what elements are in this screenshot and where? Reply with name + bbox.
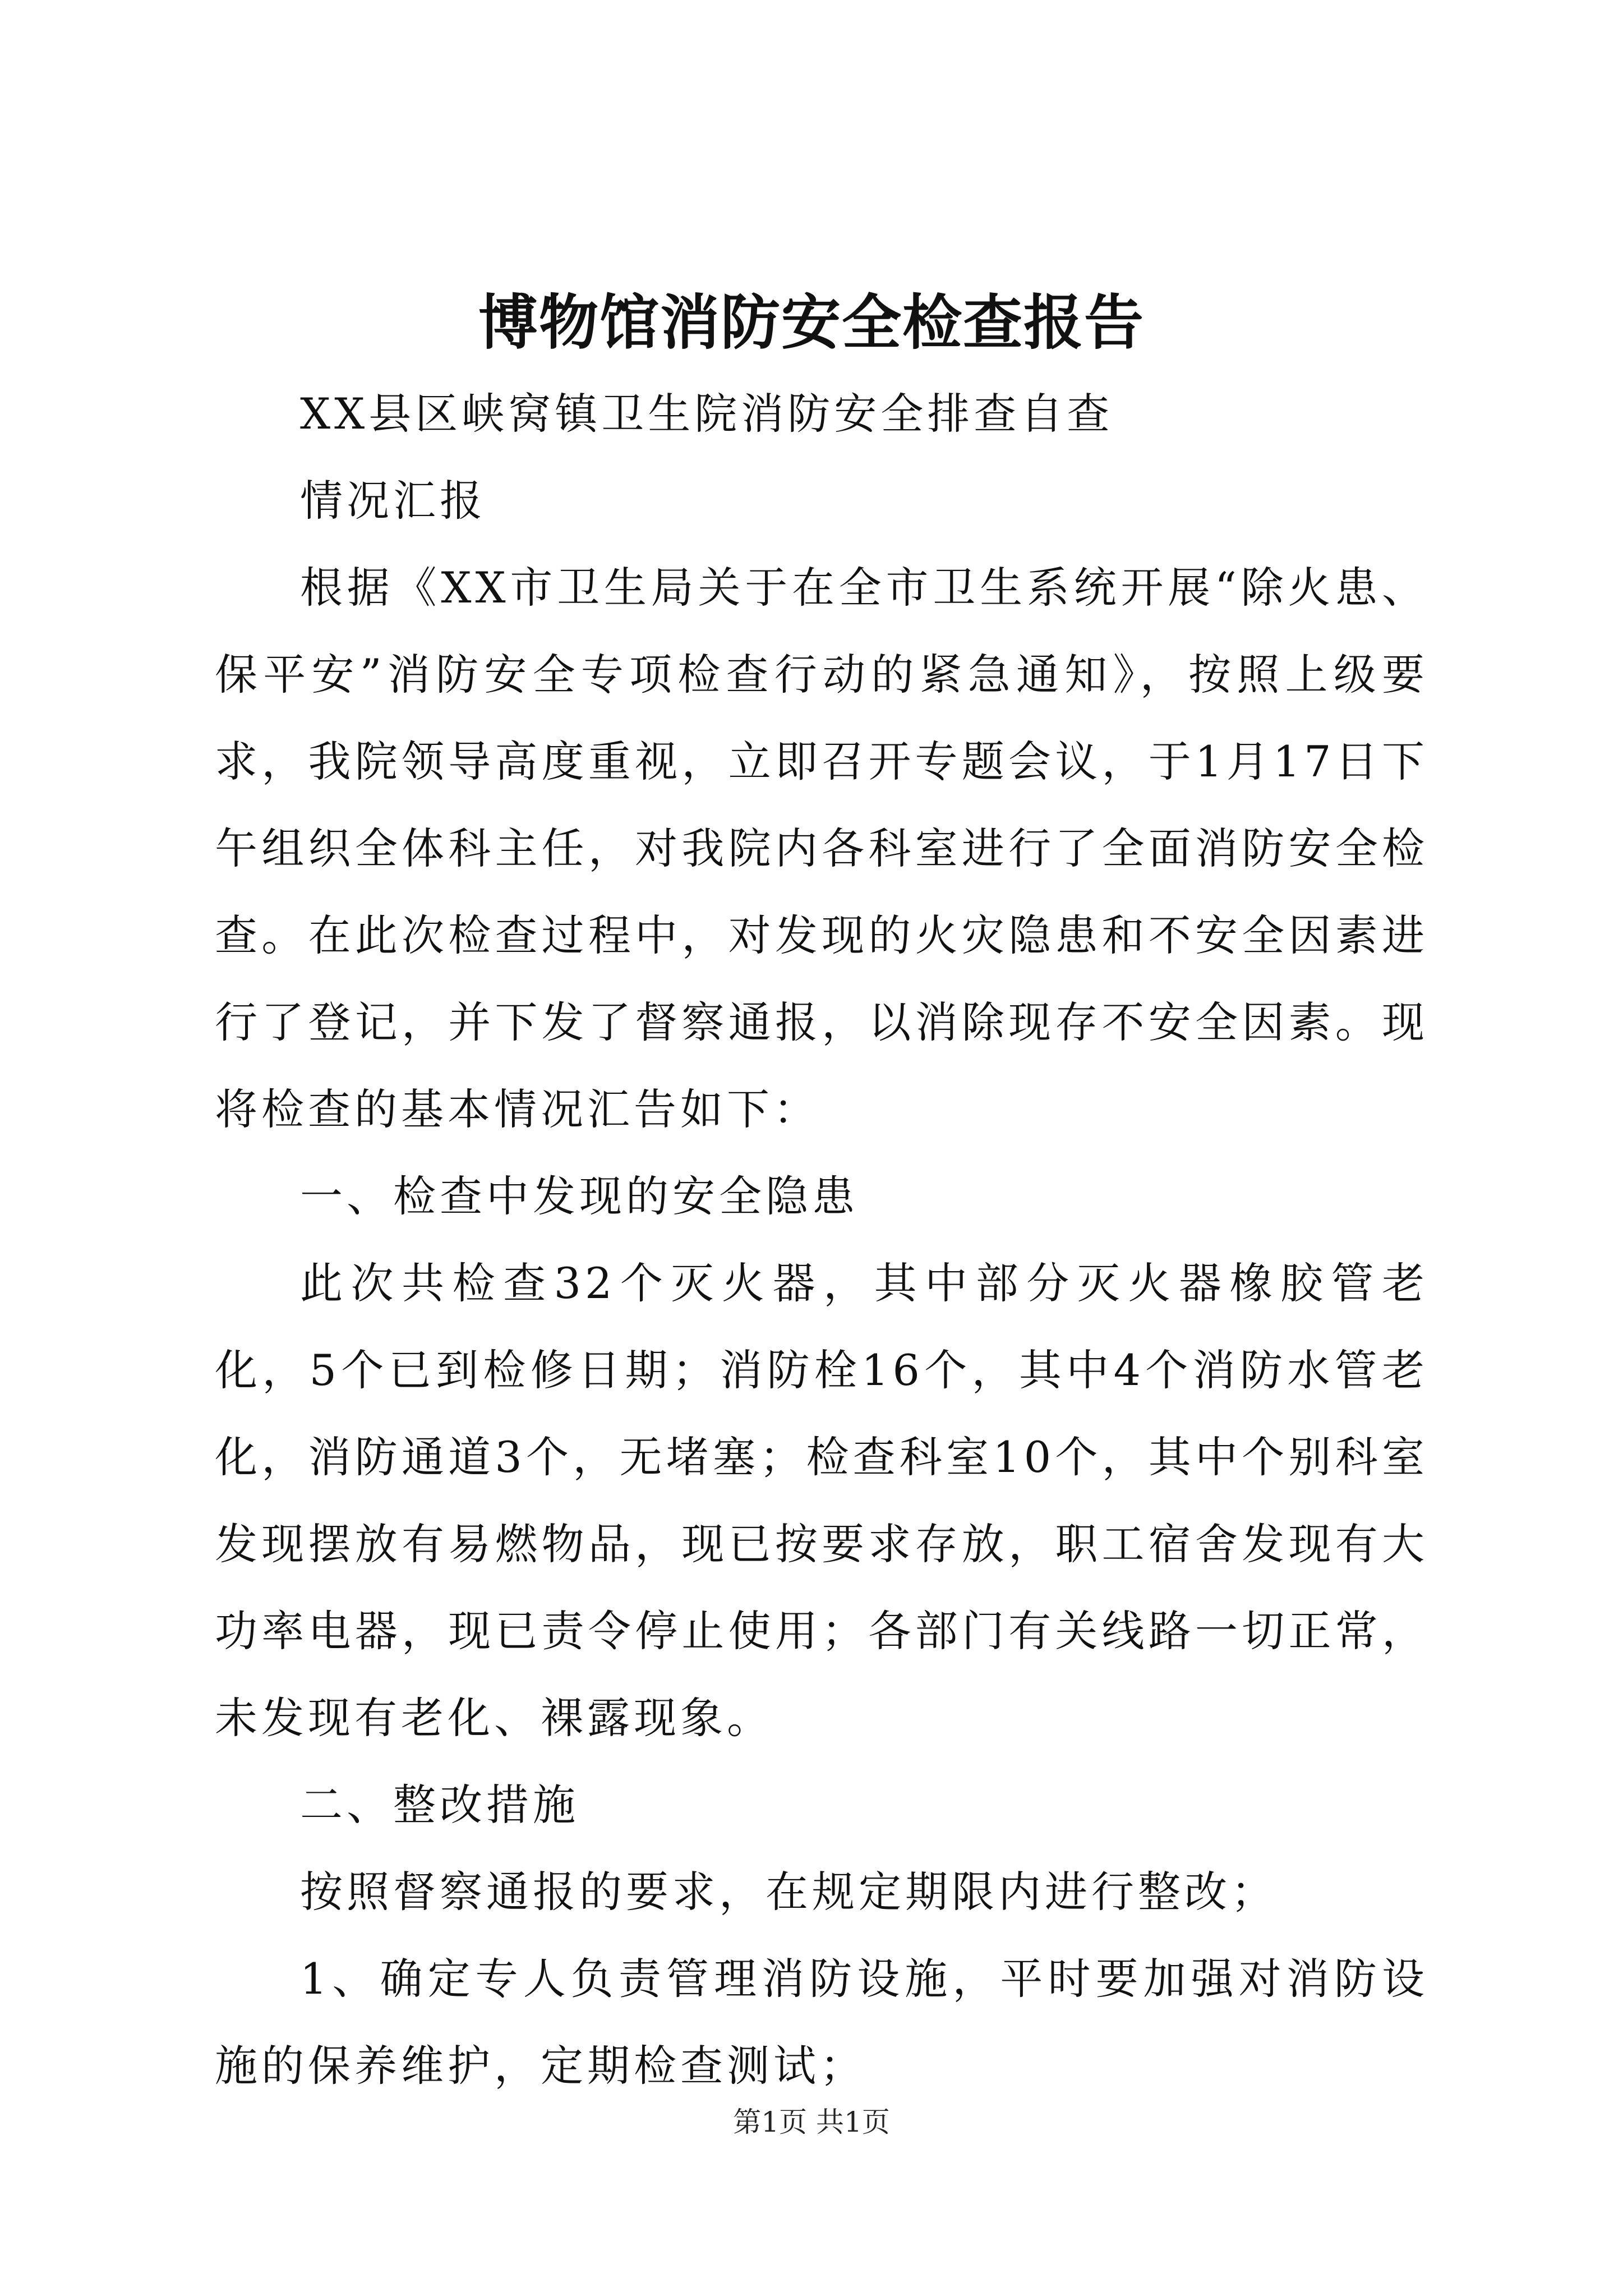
subtitle-line-1: XX县区峡窝镇卫生院消防安全排查自查 xyxy=(300,389,1114,439)
page-footer: 第1页 共1页 xyxy=(733,2106,890,2138)
section-heading-2: 二、整改措施 xyxy=(300,1780,579,1830)
subtitle-line-2: 情况汇报 xyxy=(300,476,486,526)
measures-intro-paragraph: 按照督察通报的要求，在规定期限内进行整改； xyxy=(300,1867,1278,1917)
document-body xyxy=(215,370,1428,2109)
section-heading-1: 一、检查中发现的安全隐患 xyxy=(300,1171,859,1221)
intro-paragraph: 根据《XX市卫生局关于在全市卫生系统开展“除火患、保平安”消防安全专项检查行动的紧急通知》，按照上级要求，我院领导高度重视，立即召开专题会议，于1月17日下午组织全体科主任，对我院内各科室进行了全面消防安全检查。在此次检查过程中，对发现的火灾隐患和不安全因素进行了登记，并下发了督察通报，以消除现存不安全因素。现将检查的基本情况汇告如下： xyxy=(215,563,1428,1134)
measure-item-1: 1、确定专人负责管理消防设施，平时要加强对消防设施的保养维护，定期检查测试； xyxy=(215,1954,1428,2091)
findings-paragraph: 此次共检查32个灭火器，其中部分灭火器橡胶管老化，5个已到检修日期；消防栓16个，其中4个消防水管老化，消防通道3个，无堵塞；检查科室10个，其中个别科室发现摆放有易燃物品，现已按要求存放，职工宿舍发现有大功率电器，现已责令停止使用；各部门有关线路一切正常，未发现有老化、裸露现象。 xyxy=(215,1258,1428,1743)
document-title: 博物馆消防安全检查报告 xyxy=(478,287,1145,357)
